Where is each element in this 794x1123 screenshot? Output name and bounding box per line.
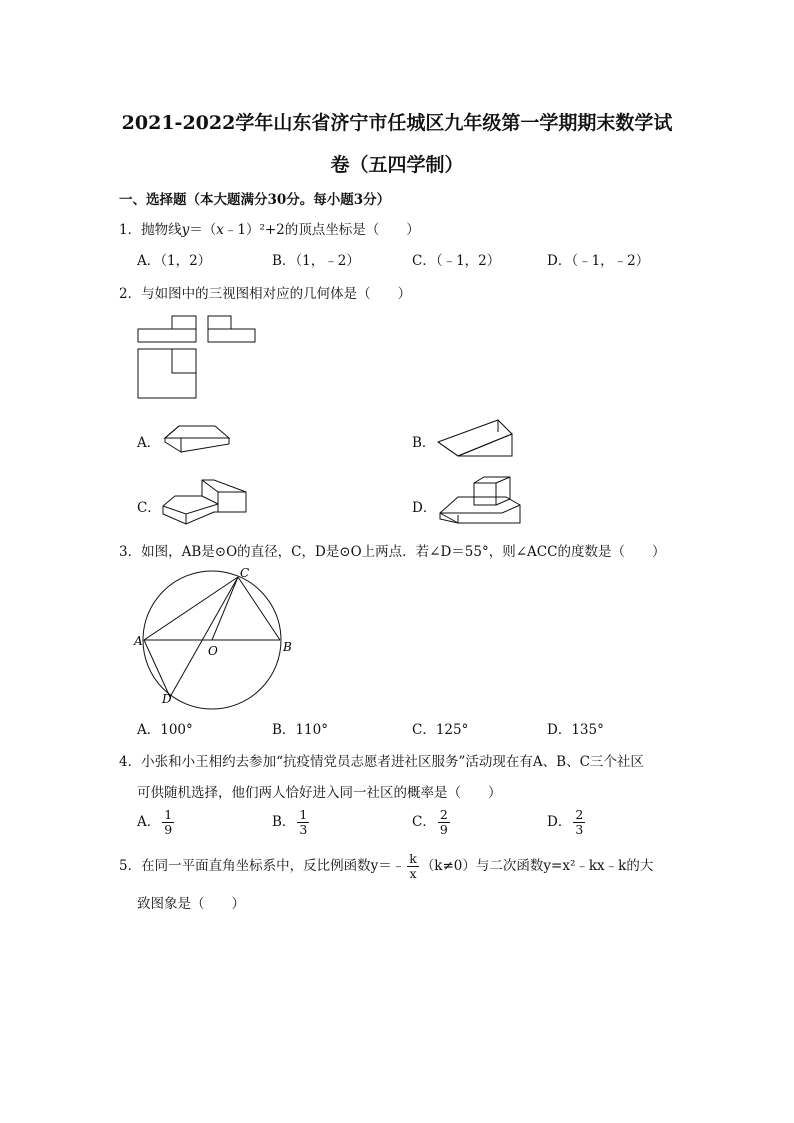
question-2-option-c-label: C． (137, 500, 161, 516)
question-1-var-y: y (181, 222, 190, 238)
page-title-line1: 2021-2022学年山东省济宁市任城区九年级第一学期期末数学试 (121, 112, 673, 134)
fraction: $\frac{2}{9}$ (439, 807, 448, 837)
label-a: A (134, 634, 143, 648)
question-3-option-d: D．135° (547, 722, 604, 738)
solid-option-d (438, 475, 526, 527)
top-view-inner (172, 349, 196, 373)
question-5 (119, 852, 653, 881)
question-4-number: 4． (119, 754, 142, 770)
label-o: O (208, 644, 218, 658)
side-view-top (208, 316, 231, 329)
fraction: $\frac{1}{3}$ (299, 807, 308, 837)
question-3-option-b: B．110° (272, 722, 328, 738)
three-view-figure (136, 313, 261, 400)
question-4-option-c: C． $\frac{2}{9}$ (412, 807, 448, 837)
fraction: $\frac{2}{3}$ (575, 807, 584, 837)
solid-option-c (160, 476, 250, 526)
question-1-var-x: x (216, 222, 224, 238)
question-2-option-a-label: A． (137, 435, 161, 451)
question-1-number: 1． (119, 222, 142, 238)
page-title-line2: 卷（五四学制） (330, 154, 464, 176)
fraction-k-over-x: $\frac{k}{x}$ (409, 851, 417, 881)
question-3-option-a: A．100° (137, 722, 193, 738)
question-5-text-post: （k≠0）与二次函数y=x²﹣kx﹣k的大 (420, 858, 654, 874)
front-view-top (172, 316, 196, 329)
solid-option-a (163, 420, 235, 456)
question-1-text-pre: 抛物线 (141, 222, 182, 238)
label-c: C (240, 566, 250, 580)
question-2-option-b-label: B． (412, 435, 436, 451)
solid-option-b (436, 418, 516, 462)
question-5-text-pre: 在同一平面直角坐标系中，反比例函数y＝﹣ (141, 858, 406, 874)
question-4-text-line1: 小张和小王相约去参加“抗疫情党员志愿者进社区服务”活动现在有A、B、C三个社区 (141, 754, 644, 770)
question-2-number: 2． (119, 286, 142, 302)
label-b: B (283, 640, 292, 654)
question-4 (119, 750, 644, 770)
fraction: $\frac{1}{9}$ (164, 807, 173, 837)
question-5-number: 5． (119, 858, 142, 874)
label-d: D (162, 692, 172, 706)
question-3-option-c: C．125° (412, 722, 469, 738)
circle-figure (134, 565, 304, 710)
question-1-text-post: ﹣1）²+2的顶点坐标是（ ） (223, 222, 420, 238)
question-2 (119, 282, 411, 302)
side-view-base (208, 329, 255, 342)
question-1-option-c: C．（﹣1，2） (412, 253, 501, 269)
front-view-base (138, 329, 196, 342)
question-1-option-b: B．（1，﹣2） (272, 253, 360, 269)
question-4-option-a: A． $\frac{1}{9}$ (137, 807, 173, 837)
question-1 (119, 218, 420, 238)
question-1-option-a: A．（1，2） (137, 253, 212, 269)
question-5-line2: 致图象是（ ） (137, 896, 245, 912)
question-1-text-mid: ＝（ (189, 222, 217, 238)
question-4-option-b: B． $\frac{1}{3}$ (272, 807, 308, 837)
question-3: 3．如图，AB是⊙O的直径，C，D是⊙O上两点．若∠D＝55°，则∠ACC的度数是（ ） (119, 544, 666, 560)
question-4-option-d: D． $\frac{2}{3}$ (547, 807, 584, 837)
section-heading: 一、选择题（本大题满分30分。每小题3分） (119, 192, 391, 208)
question-2-option-d-label: D． (412, 500, 437, 516)
question-1-option-d: D．（﹣1，﹣2） (547, 253, 650, 269)
question-4-line2: 可供随机选择，他们两人恰好进入同一社区的概率是（ ） (137, 785, 502, 801)
question-2-text: 与如图中的三视图相对应的几何体是（ ） (141, 286, 412, 302)
